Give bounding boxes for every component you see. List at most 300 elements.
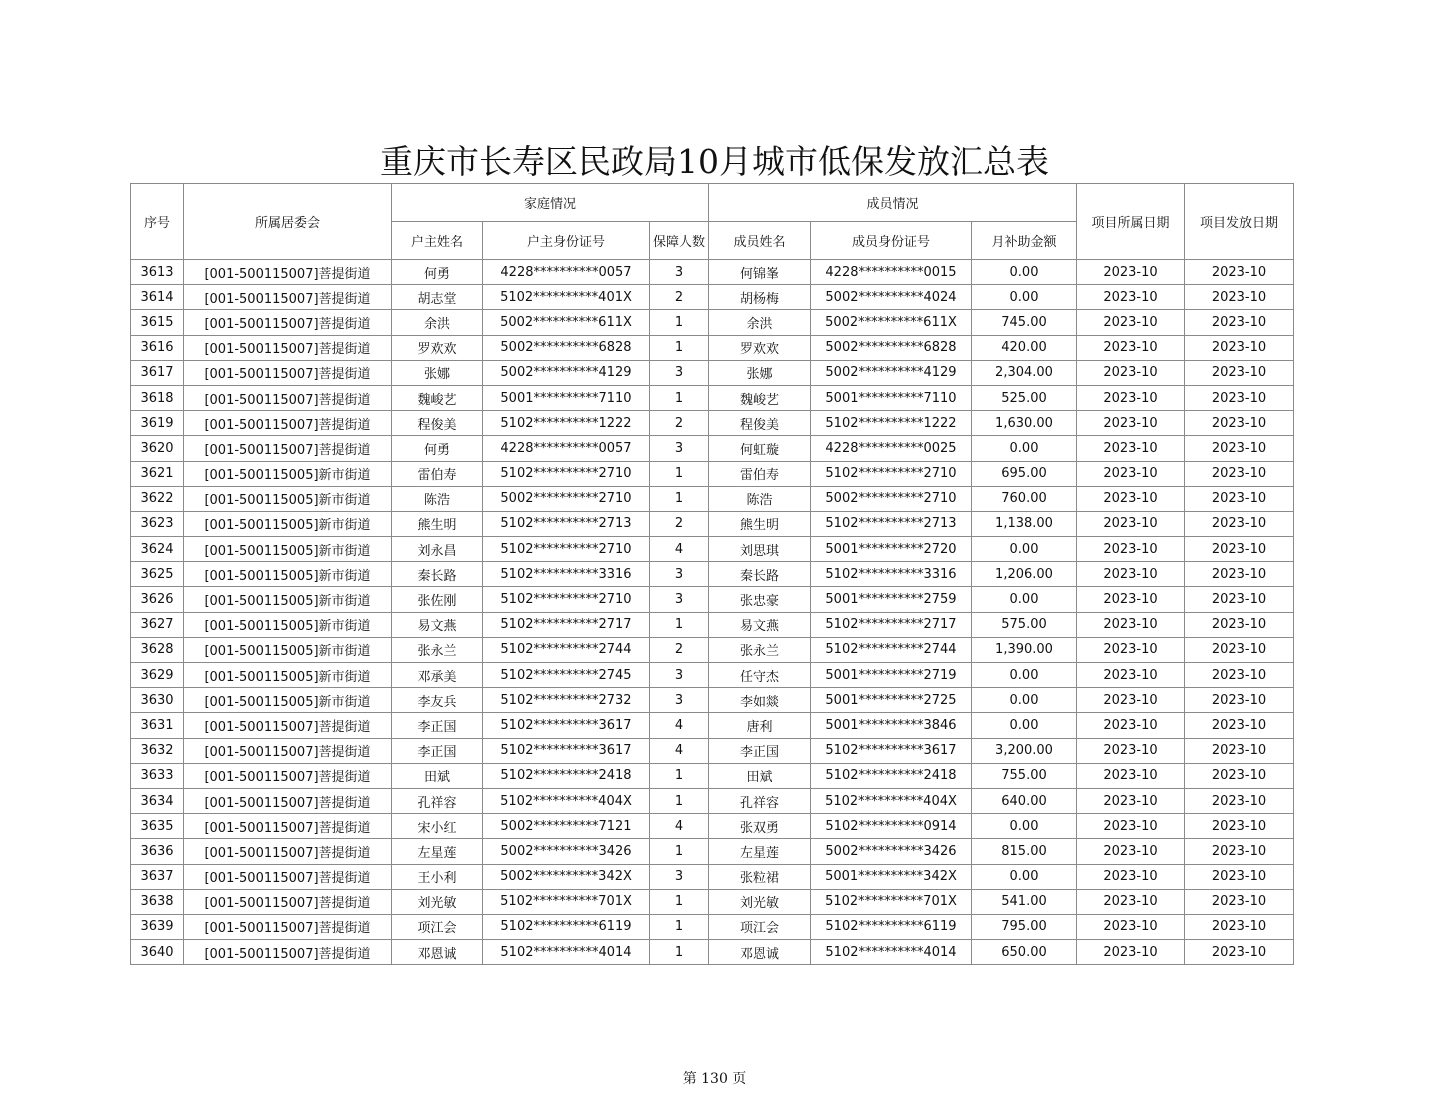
head-id-cell: 5102**********2713	[483, 511, 650, 536]
seq-cell: 3622	[131, 486, 184, 511]
monthly-amount-cell: 755.00	[972, 763, 1077, 788]
member-id-cell: 5002**********3426	[811, 839, 972, 864]
monthly-amount-cell: 575.00	[972, 612, 1077, 637]
member-name-cell: 何虹璇	[709, 436, 811, 461]
seq-cell: 3614	[131, 285, 184, 310]
project-month-cell: 2023-10	[1077, 436, 1185, 461]
head-name-cell: 张娜	[392, 360, 483, 385]
project-month-cell: 2023-10	[1077, 940, 1185, 965]
head-id-cell: 5102**********2710	[483, 537, 650, 562]
issue-date-cell: 2023-10	[1185, 285, 1294, 310]
table-row	[131, 562, 1294, 587]
head-id-cell: 5102**********1222	[483, 411, 650, 436]
header-monthly-amount: 月补助金额	[972, 222, 1077, 260]
member-id-cell: 5102**********2710	[811, 461, 972, 486]
issue-date-cell: 2023-10	[1185, 814, 1294, 839]
member-name-cell: 刘思琪	[709, 537, 811, 562]
monthly-amount-cell: 0.00	[972, 285, 1077, 310]
project-month-cell: 2023-10	[1077, 612, 1185, 637]
header-seq: 序号	[131, 184, 184, 260]
member-id-cell: 5102**********4014	[811, 940, 972, 965]
member-name-cell: 刘光敏	[709, 889, 811, 914]
issue-date-cell: 2023-10	[1185, 663, 1294, 688]
seq-cell: 3634	[131, 788, 184, 813]
monthly-amount-cell: 650.00	[972, 940, 1077, 965]
project-month-cell: 2023-10	[1077, 814, 1185, 839]
committee-cell: [001-500115007]菩提街道	[184, 385, 392, 410]
member-name-cell: 魏峻艺	[709, 385, 811, 410]
head-name-cell: 宋小红	[392, 814, 483, 839]
head-name-cell: 陈浩	[392, 486, 483, 511]
seq-cell: 3615	[131, 310, 184, 335]
seq-cell: 3623	[131, 511, 184, 536]
head-id-cell: 5002**********342X	[483, 864, 650, 889]
seq-cell: 3637	[131, 864, 184, 889]
member-id-cell: 5102**********701X	[811, 889, 972, 914]
head-name-cell: 雷伯寿	[392, 461, 483, 486]
member-name-cell: 易文燕	[709, 612, 811, 637]
head-id-cell: 5102**********404X	[483, 788, 650, 813]
monthly-amount-cell: 760.00	[972, 486, 1077, 511]
member-name-cell: 陈浩	[709, 486, 811, 511]
member-name-cell: 孔祥容	[709, 788, 811, 813]
project-month-cell: 2023-10	[1077, 788, 1185, 813]
table-row	[131, 486, 1294, 511]
member-name-cell: 邓恩诚	[709, 940, 811, 965]
member-name-cell: 熊生明	[709, 511, 811, 536]
monthly-amount-cell: 2,304.00	[972, 360, 1077, 385]
head-name-cell: 邓恩诚	[392, 940, 483, 965]
seq-cell: 3628	[131, 637, 184, 662]
project-month-cell: 2023-10	[1077, 385, 1185, 410]
head-name-cell: 王小利	[392, 864, 483, 889]
seq-cell: 3625	[131, 562, 184, 587]
member-id-cell: 4228**********0025	[811, 436, 972, 461]
issue-date-cell: 2023-10	[1185, 637, 1294, 662]
monthly-amount-cell: 0.00	[972, 663, 1077, 688]
monthly-amount-cell: 640.00	[972, 788, 1077, 813]
committee-cell: [001-500115005]新市街道	[184, 587, 392, 612]
member-id-cell: 5001**********2759	[811, 587, 972, 612]
committee-cell: [001-500115007]菩提街道	[184, 788, 392, 813]
covered-count-cell: 3	[650, 663, 709, 688]
head-name-cell: 左星莲	[392, 839, 483, 864]
covered-count-cell: 3	[650, 436, 709, 461]
covered-count-cell: 2	[650, 285, 709, 310]
head-name-cell: 李友兵	[392, 688, 483, 713]
seq-cell: 3640	[131, 940, 184, 965]
covered-count-cell: 2	[650, 637, 709, 662]
monthly-amount-cell: 0.00	[972, 537, 1077, 562]
head-name-cell: 李正国	[392, 713, 483, 738]
member-id-cell: 5001**********2719	[811, 663, 972, 688]
committee-cell: [001-500115007]菩提街道	[184, 360, 392, 385]
covered-count-cell: 1	[650, 889, 709, 914]
monthly-amount-cell: 1,138.00	[972, 511, 1077, 536]
header-member-group: 成员情况	[709, 184, 1077, 222]
committee-cell: [001-500115007]菩提街道	[184, 914, 392, 939]
head-id-cell: 5002**********6828	[483, 335, 650, 360]
project-month-cell: 2023-10	[1077, 310, 1185, 335]
committee-cell: [001-500115007]菩提街道	[184, 713, 392, 738]
covered-count-cell: 1	[650, 612, 709, 637]
issue-date-cell: 2023-10	[1185, 612, 1294, 637]
header-family-group: 家庭情况	[392, 184, 709, 222]
head-id-cell: 5002**********7121	[483, 814, 650, 839]
head-name-cell: 项江会	[392, 914, 483, 939]
issue-date-cell: 2023-10	[1185, 940, 1294, 965]
head-id-cell: 5102**********2710	[483, 461, 650, 486]
covered-count-cell: 3	[650, 360, 709, 385]
head-name-cell: 李正国	[392, 738, 483, 763]
issue-date-cell: 2023-10	[1185, 385, 1294, 410]
seq-cell: 3636	[131, 839, 184, 864]
member-name-cell: 李如燚	[709, 688, 811, 713]
seq-cell: 3638	[131, 889, 184, 914]
head-id-cell: 5002**********2710	[483, 486, 650, 511]
issue-date-cell: 2023-10	[1185, 436, 1294, 461]
covered-count-cell: 3	[650, 587, 709, 612]
seq-cell: 3627	[131, 612, 184, 637]
covered-count-cell: 3	[650, 688, 709, 713]
member-id-cell: 5001**********2725	[811, 688, 972, 713]
monthly-amount-cell: 0.00	[972, 260, 1077, 285]
committee-cell: [001-500115007]菩提街道	[184, 738, 392, 763]
issue-date-cell: 2023-10	[1185, 763, 1294, 788]
project-month-cell: 2023-10	[1077, 411, 1185, 436]
head-id-cell: 5102**********2744	[483, 637, 650, 662]
head-name-cell: 魏峻艺	[392, 385, 483, 410]
head-id-cell: 5002**********4129	[483, 360, 650, 385]
seq-cell: 3630	[131, 688, 184, 713]
member-name-cell: 项江会	[709, 914, 811, 939]
seq-cell: 3619	[131, 411, 184, 436]
project-month-cell: 2023-10	[1077, 360, 1185, 385]
committee-cell: [001-500115007]菩提街道	[184, 940, 392, 965]
table-row	[131, 537, 1294, 562]
seq-cell: 3620	[131, 436, 184, 461]
table-row	[131, 411, 1294, 436]
committee-cell: [001-500115007]菩提街道	[184, 814, 392, 839]
monthly-amount-cell: 541.00	[972, 889, 1077, 914]
monthly-amount-cell: 795.00	[972, 914, 1077, 939]
covered-count-cell: 4	[650, 713, 709, 738]
issue-date-cell: 2023-10	[1185, 310, 1294, 335]
seq-cell: 3626	[131, 587, 184, 612]
seq-cell: 3639	[131, 914, 184, 939]
table-row	[131, 461, 1294, 486]
issue-date-cell: 2023-10	[1185, 713, 1294, 738]
member-id-cell: 5002**********611X	[811, 310, 972, 335]
head-name-cell: 刘光敏	[392, 889, 483, 914]
committee-cell: [001-500115007]菩提街道	[184, 436, 392, 461]
issue-date-cell: 2023-10	[1185, 562, 1294, 587]
head-name-cell: 刘永昌	[392, 537, 483, 562]
monthly-amount-cell: 0.00	[972, 587, 1077, 612]
head-id-cell: 5102**********4014	[483, 940, 650, 965]
member-id-cell: 5102**********1222	[811, 411, 972, 436]
table-row	[131, 285, 1294, 310]
seq-cell: 3624	[131, 537, 184, 562]
head-id-cell: 5001**********7110	[483, 385, 650, 410]
head-id-cell: 5102**********3617	[483, 713, 650, 738]
head-name-cell: 田斌	[392, 763, 483, 788]
issue-date-cell: 2023-10	[1185, 914, 1294, 939]
seq-cell: 3618	[131, 385, 184, 410]
monthly-amount-cell: 0.00	[972, 864, 1077, 889]
head-name-cell: 何勇	[392, 436, 483, 461]
covered-count-cell: 3	[650, 562, 709, 587]
member-id-cell: 5002**********4129	[811, 360, 972, 385]
covered-count-cell: 2	[650, 511, 709, 536]
table-row	[131, 940, 1294, 965]
project-month-cell: 2023-10	[1077, 688, 1185, 713]
committee-cell: [001-500115005]新市街道	[184, 562, 392, 587]
seq-cell: 3632	[131, 738, 184, 763]
committee-cell: [001-500115005]新市街道	[184, 637, 392, 662]
issue-date-cell: 2023-10	[1185, 537, 1294, 562]
committee-cell: [001-500115007]菩提街道	[184, 335, 392, 360]
head-name-cell: 余洪	[392, 310, 483, 335]
committee-cell: [001-500115005]新市街道	[184, 461, 392, 486]
member-name-cell: 田斌	[709, 763, 811, 788]
header-head-id: 户主身份证号	[483, 222, 650, 260]
committee-cell: [001-500115007]菩提街道	[184, 864, 392, 889]
issue-date-cell: 2023-10	[1185, 839, 1294, 864]
head-name-cell: 邓承美	[392, 663, 483, 688]
project-month-cell: 2023-10	[1077, 914, 1185, 939]
member-name-cell: 罗欢欢	[709, 335, 811, 360]
table-row	[131, 914, 1294, 939]
head-id-cell: 5102**********2745	[483, 663, 650, 688]
committee-cell: [001-500115005]新市街道	[184, 663, 392, 688]
monthly-amount-cell: 0.00	[972, 814, 1077, 839]
member-id-cell: 5002**********4024	[811, 285, 972, 310]
member-name-cell: 张粒裙	[709, 864, 811, 889]
head-id-cell: 5102**********2732	[483, 688, 650, 713]
member-name-cell: 何锦峯	[709, 260, 811, 285]
table-row	[131, 360, 1294, 385]
project-month-cell: 2023-10	[1077, 537, 1185, 562]
committee-cell: [001-500115007]菩提街道	[184, 889, 392, 914]
committee-cell: [001-500115005]新市街道	[184, 486, 392, 511]
project-month-cell: 2023-10	[1077, 889, 1185, 914]
committee-cell: [001-500115007]菩提街道	[184, 310, 392, 335]
covered-count-cell: 3	[650, 260, 709, 285]
head-name-cell: 熊生明	[392, 511, 483, 536]
table-row	[131, 788, 1294, 813]
table-row	[131, 260, 1294, 285]
member-id-cell: 5102**********2717	[811, 612, 972, 637]
member-name-cell: 张忠豪	[709, 587, 811, 612]
committee-cell: [001-500115005]新市街道	[184, 537, 392, 562]
member-id-cell: 5102**********2418	[811, 763, 972, 788]
project-month-cell: 2023-10	[1077, 839, 1185, 864]
seq-cell: 3621	[131, 461, 184, 486]
committee-cell: [001-500115007]菩提街道	[184, 260, 392, 285]
member-name-cell: 李正国	[709, 738, 811, 763]
project-month-cell: 2023-10	[1077, 663, 1185, 688]
member-name-cell: 张永兰	[709, 637, 811, 662]
member-name-cell: 胡杨梅	[709, 285, 811, 310]
covered-count-cell: 1	[650, 839, 709, 864]
covered-count-cell: 3	[650, 864, 709, 889]
monthly-amount-cell: 0.00	[972, 688, 1077, 713]
table-row	[131, 436, 1294, 461]
committee-cell: [001-500115005]新市街道	[184, 612, 392, 637]
member-id-cell: 5102**********6119	[811, 914, 972, 939]
table-row	[131, 713, 1294, 738]
monthly-amount-cell: 420.00	[972, 335, 1077, 360]
committee-cell: [001-500115005]新市街道	[184, 511, 392, 536]
table-row	[131, 864, 1294, 889]
seq-cell: 3635	[131, 814, 184, 839]
seq-cell: 3633	[131, 763, 184, 788]
covered-count-cell: 1	[650, 486, 709, 511]
member-name-cell: 秦长路	[709, 562, 811, 587]
project-month-cell: 2023-10	[1077, 587, 1185, 612]
monthly-amount-cell: 745.00	[972, 310, 1077, 335]
project-month-cell: 2023-10	[1077, 637, 1185, 662]
issue-date-cell: 2023-10	[1185, 461, 1294, 486]
monthly-amount-cell: 3,200.00	[972, 738, 1077, 763]
issue-date-cell: 2023-10	[1185, 486, 1294, 511]
member-name-cell: 唐利	[709, 713, 811, 738]
table-row	[131, 335, 1294, 360]
issue-date-cell: 2023-10	[1185, 889, 1294, 914]
head-id-cell: 5102**********2717	[483, 612, 650, 637]
head-name-cell: 胡志堂	[392, 285, 483, 310]
project-month-cell: 2023-10	[1077, 562, 1185, 587]
head-id-cell: 5102**********701X	[483, 889, 650, 914]
table-row	[131, 511, 1294, 536]
head-id-cell: 5102**********2710	[483, 587, 650, 612]
covered-count-cell: 4	[650, 537, 709, 562]
header-committee: 所属居委会	[184, 184, 392, 260]
table-row	[131, 688, 1294, 713]
header-covered-count: 保障人数	[650, 222, 709, 260]
head-name-cell: 罗欢欢	[392, 335, 483, 360]
committee-cell: [001-500115007]菩提街道	[184, 285, 392, 310]
head-id-cell: 4228**********0057	[483, 260, 650, 285]
table-row	[131, 663, 1294, 688]
member-name-cell: 左星莲	[709, 839, 811, 864]
covered-count-cell: 1	[650, 763, 709, 788]
covered-count-cell: 1	[650, 914, 709, 939]
issue-date-cell: 2023-10	[1185, 511, 1294, 536]
table-row	[131, 814, 1294, 839]
issue-date-cell: 2023-10	[1185, 335, 1294, 360]
seq-cell: 3616	[131, 335, 184, 360]
page-title: 重庆市长寿区民政局10月城市低保发放汇总表	[380, 142, 1049, 181]
monthly-amount-cell: 695.00	[972, 461, 1077, 486]
table-row	[131, 612, 1294, 637]
header-project-month: 项目所属日期	[1077, 184, 1185, 260]
member-id-cell: 5102**********0914	[811, 814, 972, 839]
head-name-cell: 张永兰	[392, 637, 483, 662]
table-row	[131, 839, 1294, 864]
covered-count-cell: 4	[650, 814, 709, 839]
seq-cell: 3631	[131, 713, 184, 738]
member-name-cell: 程俊美	[709, 411, 811, 436]
monthly-amount-cell: 1,630.00	[972, 411, 1077, 436]
covered-count-cell: 2	[650, 411, 709, 436]
project-month-cell: 2023-10	[1077, 486, 1185, 511]
member-id-cell: 4228**********0015	[811, 260, 972, 285]
project-month-cell: 2023-10	[1077, 461, 1185, 486]
issue-date-cell: 2023-10	[1185, 260, 1294, 285]
head-name-cell: 何勇	[392, 260, 483, 285]
project-month-cell: 2023-10	[1077, 713, 1185, 738]
member-id-cell: 5102**********404X	[811, 788, 972, 813]
table-row	[131, 637, 1294, 662]
header-head-name: 户主姓名	[392, 222, 483, 260]
covered-count-cell: 1	[650, 335, 709, 360]
table-row	[131, 889, 1294, 914]
seq-cell: 3629	[131, 663, 184, 688]
covered-count-cell: 4	[650, 738, 709, 763]
low-income-allowance-table	[130, 183, 1294, 965]
head-id-cell: 5102**********2418	[483, 763, 650, 788]
issue-date-cell: 2023-10	[1185, 360, 1294, 385]
seq-cell: 3617	[131, 360, 184, 385]
table-row	[131, 587, 1294, 612]
member-name-cell: 雷伯寿	[709, 461, 811, 486]
project-month-cell: 2023-10	[1077, 511, 1185, 536]
table-body	[131, 260, 1294, 965]
header-member-name: 成员姓名	[709, 222, 811, 260]
table-row	[131, 763, 1294, 788]
member-id-cell: 5002**********2710	[811, 486, 972, 511]
issue-date-cell: 2023-10	[1185, 864, 1294, 889]
head-id-cell: 5102**********3316	[483, 562, 650, 587]
monthly-amount-cell: 1,206.00	[972, 562, 1077, 587]
issue-date-cell: 2023-10	[1185, 688, 1294, 713]
member-id-cell: 5001**********7110	[811, 385, 972, 410]
project-month-cell: 2023-10	[1077, 335, 1185, 360]
project-month-cell: 2023-10	[1077, 864, 1185, 889]
project-month-cell: 2023-10	[1077, 763, 1185, 788]
table-row	[131, 310, 1294, 335]
covered-count-cell: 1	[650, 310, 709, 335]
seq-cell: 3613	[131, 260, 184, 285]
head-id-cell: 5002**********3426	[483, 839, 650, 864]
member-id-cell: 5002**********6828	[811, 335, 972, 360]
project-month-cell: 2023-10	[1077, 738, 1185, 763]
committee-cell: [001-500115007]菩提街道	[184, 411, 392, 436]
covered-count-cell: 1	[650, 461, 709, 486]
covered-count-cell: 1	[650, 940, 709, 965]
monthly-amount-cell: 0.00	[972, 436, 1077, 461]
committee-cell: [001-500115007]菩提街道	[184, 763, 392, 788]
covered-count-cell: 1	[650, 788, 709, 813]
issue-date-cell: 2023-10	[1185, 738, 1294, 763]
member-name-cell: 张双勇	[709, 814, 811, 839]
monthly-amount-cell: 525.00	[972, 385, 1077, 410]
member-id-cell: 5001**********3846	[811, 713, 972, 738]
member-id-cell: 5001**********342X	[811, 864, 972, 889]
project-month-cell: 2023-10	[1077, 260, 1185, 285]
monthly-amount-cell: 815.00	[972, 839, 1077, 864]
issue-date-cell: 2023-10	[1185, 587, 1294, 612]
table-row	[131, 738, 1294, 763]
head-name-cell: 程俊美	[392, 411, 483, 436]
head-id-cell: 5002**********611X	[483, 310, 650, 335]
header-issue-date: 项目发放日期	[1185, 184, 1294, 260]
table-row	[131, 385, 1294, 410]
monthly-amount-cell: 0.00	[972, 713, 1077, 738]
head-id-cell: 5102**********6119	[483, 914, 650, 939]
